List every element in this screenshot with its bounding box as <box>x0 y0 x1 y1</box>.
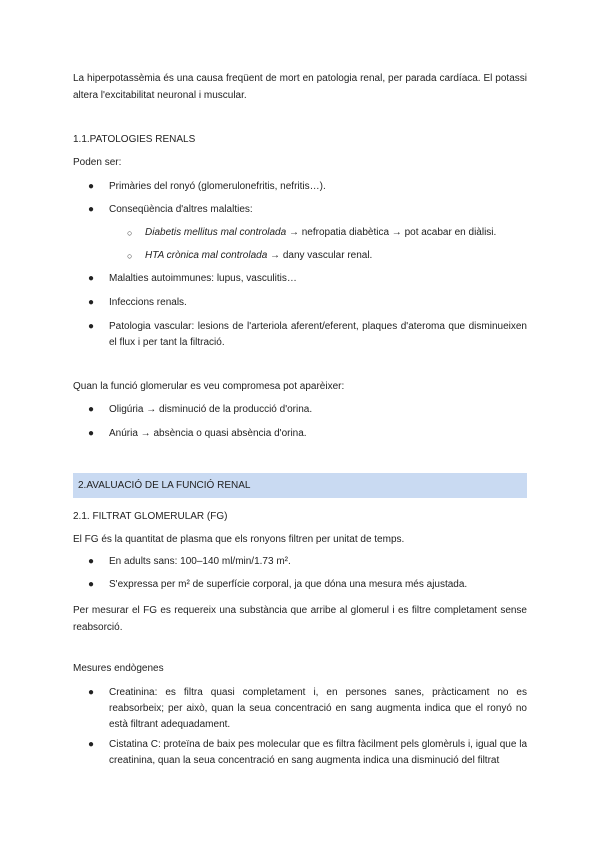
measure-paragraph: Per mesurar el FG es requereix una substància que arribe al glomerul i es filtre completament sense reabsorció. <box>73 605 527 633</box>
bullet-icon: ● <box>88 739 95 750</box>
list-item: Anúria → absència o quasi absència d'orina. <box>109 428 307 439</box>
list-item: Cistatina C: proteïna de baix pes molecular que es filtra fàcilment pels glomèruls i, igual que la creatinina, quan la seua concentració en sang augmenta indica una disminució del filtrat <box>109 739 527 766</box>
bullet-icon: ● <box>88 297 95 308</box>
bullet-icon: ● <box>88 273 95 284</box>
list-item: Malalties autoimmunes: lupus, vasculitis… <box>109 273 297 284</box>
section-heading-2-text: 2.AVALUACIÓ DE LA FUNCIÓ RENAL <box>78 480 251 491</box>
list-item: Creatinina: es filtra quasi completament i, en persones sanes, pràcticament no es reabsorbeix; per això, quan la seua concentració en sang augmenta indica que el ronyó no està filtrant adequadament. <box>109 687 527 730</box>
list-item: S'expressa per m² de superfície corporal, ja que dóna una mesura més ajustada. <box>109 579 468 590</box>
endogenous-heading: Mesures endògenes <box>73 663 164 674</box>
glomerular-lead: Quan la funció glomerular es veu compromesa pot aparèixer: <box>73 381 345 392</box>
sub-list-item: Diabetis mellitus mal controlada → nefropatia diabètica → pot acabar en diàlisi. <box>145 227 497 238</box>
hollow-bullet-icon: ○ <box>127 228 133 238</box>
list-item: Primàries del ronyó (glomerulonefritis, nefritis…). <box>109 181 326 192</box>
list-item: Oligúria → disminució de la producció d'orina. <box>109 404 313 415</box>
section-heading-1-1: 1.1.PATOLOGIES RENALS <box>73 134 196 145</box>
sub-heading-2-1: 2.1. FILTRAT GLOMERULAR (FG) <box>73 511 228 522</box>
bullet-icon: ● <box>88 428 95 439</box>
section-lead: Poden ser: <box>73 157 122 168</box>
bullet-icon: ● <box>88 404 95 415</box>
list-item: Conseqüència d'altres malalties: <box>109 204 253 215</box>
bullet-icon: ● <box>88 687 95 698</box>
fg-definition: El FG és la quantitat de plasma que els ronyons filtren per unitat de temps. <box>73 534 405 545</box>
intro-paragraph: La hiperpotassèmia és una causa freqüent de mort en patologia renal, per parada cardíaca. El potassi altera l'excitabilitat neuronal i muscular. <box>73 73 527 101</box>
bullet-icon: ● <box>88 556 95 567</box>
bullet-icon: ● <box>88 181 95 192</box>
bullet-icon: ● <box>88 321 95 332</box>
bullet-icon: ● <box>88 204 95 215</box>
section-heading-2 <box>73 473 527 498</box>
hollow-bullet-icon: ○ <box>127 251 133 261</box>
list-item: Infeccions renals. <box>109 297 187 308</box>
sub-list-item: HTA crònica mal controlada → dany vascular renal. <box>145 250 373 261</box>
bullet-icon: ● <box>88 579 95 590</box>
list-item: Patologia vascular: lesions de l'arteriola aferent/eferent, plaques d'ateroma que disminueixen el flux i per tant la filtració. <box>109 321 527 348</box>
list-item: En adults sans: 100–140 ml/min/1.73 m². <box>109 556 291 567</box>
